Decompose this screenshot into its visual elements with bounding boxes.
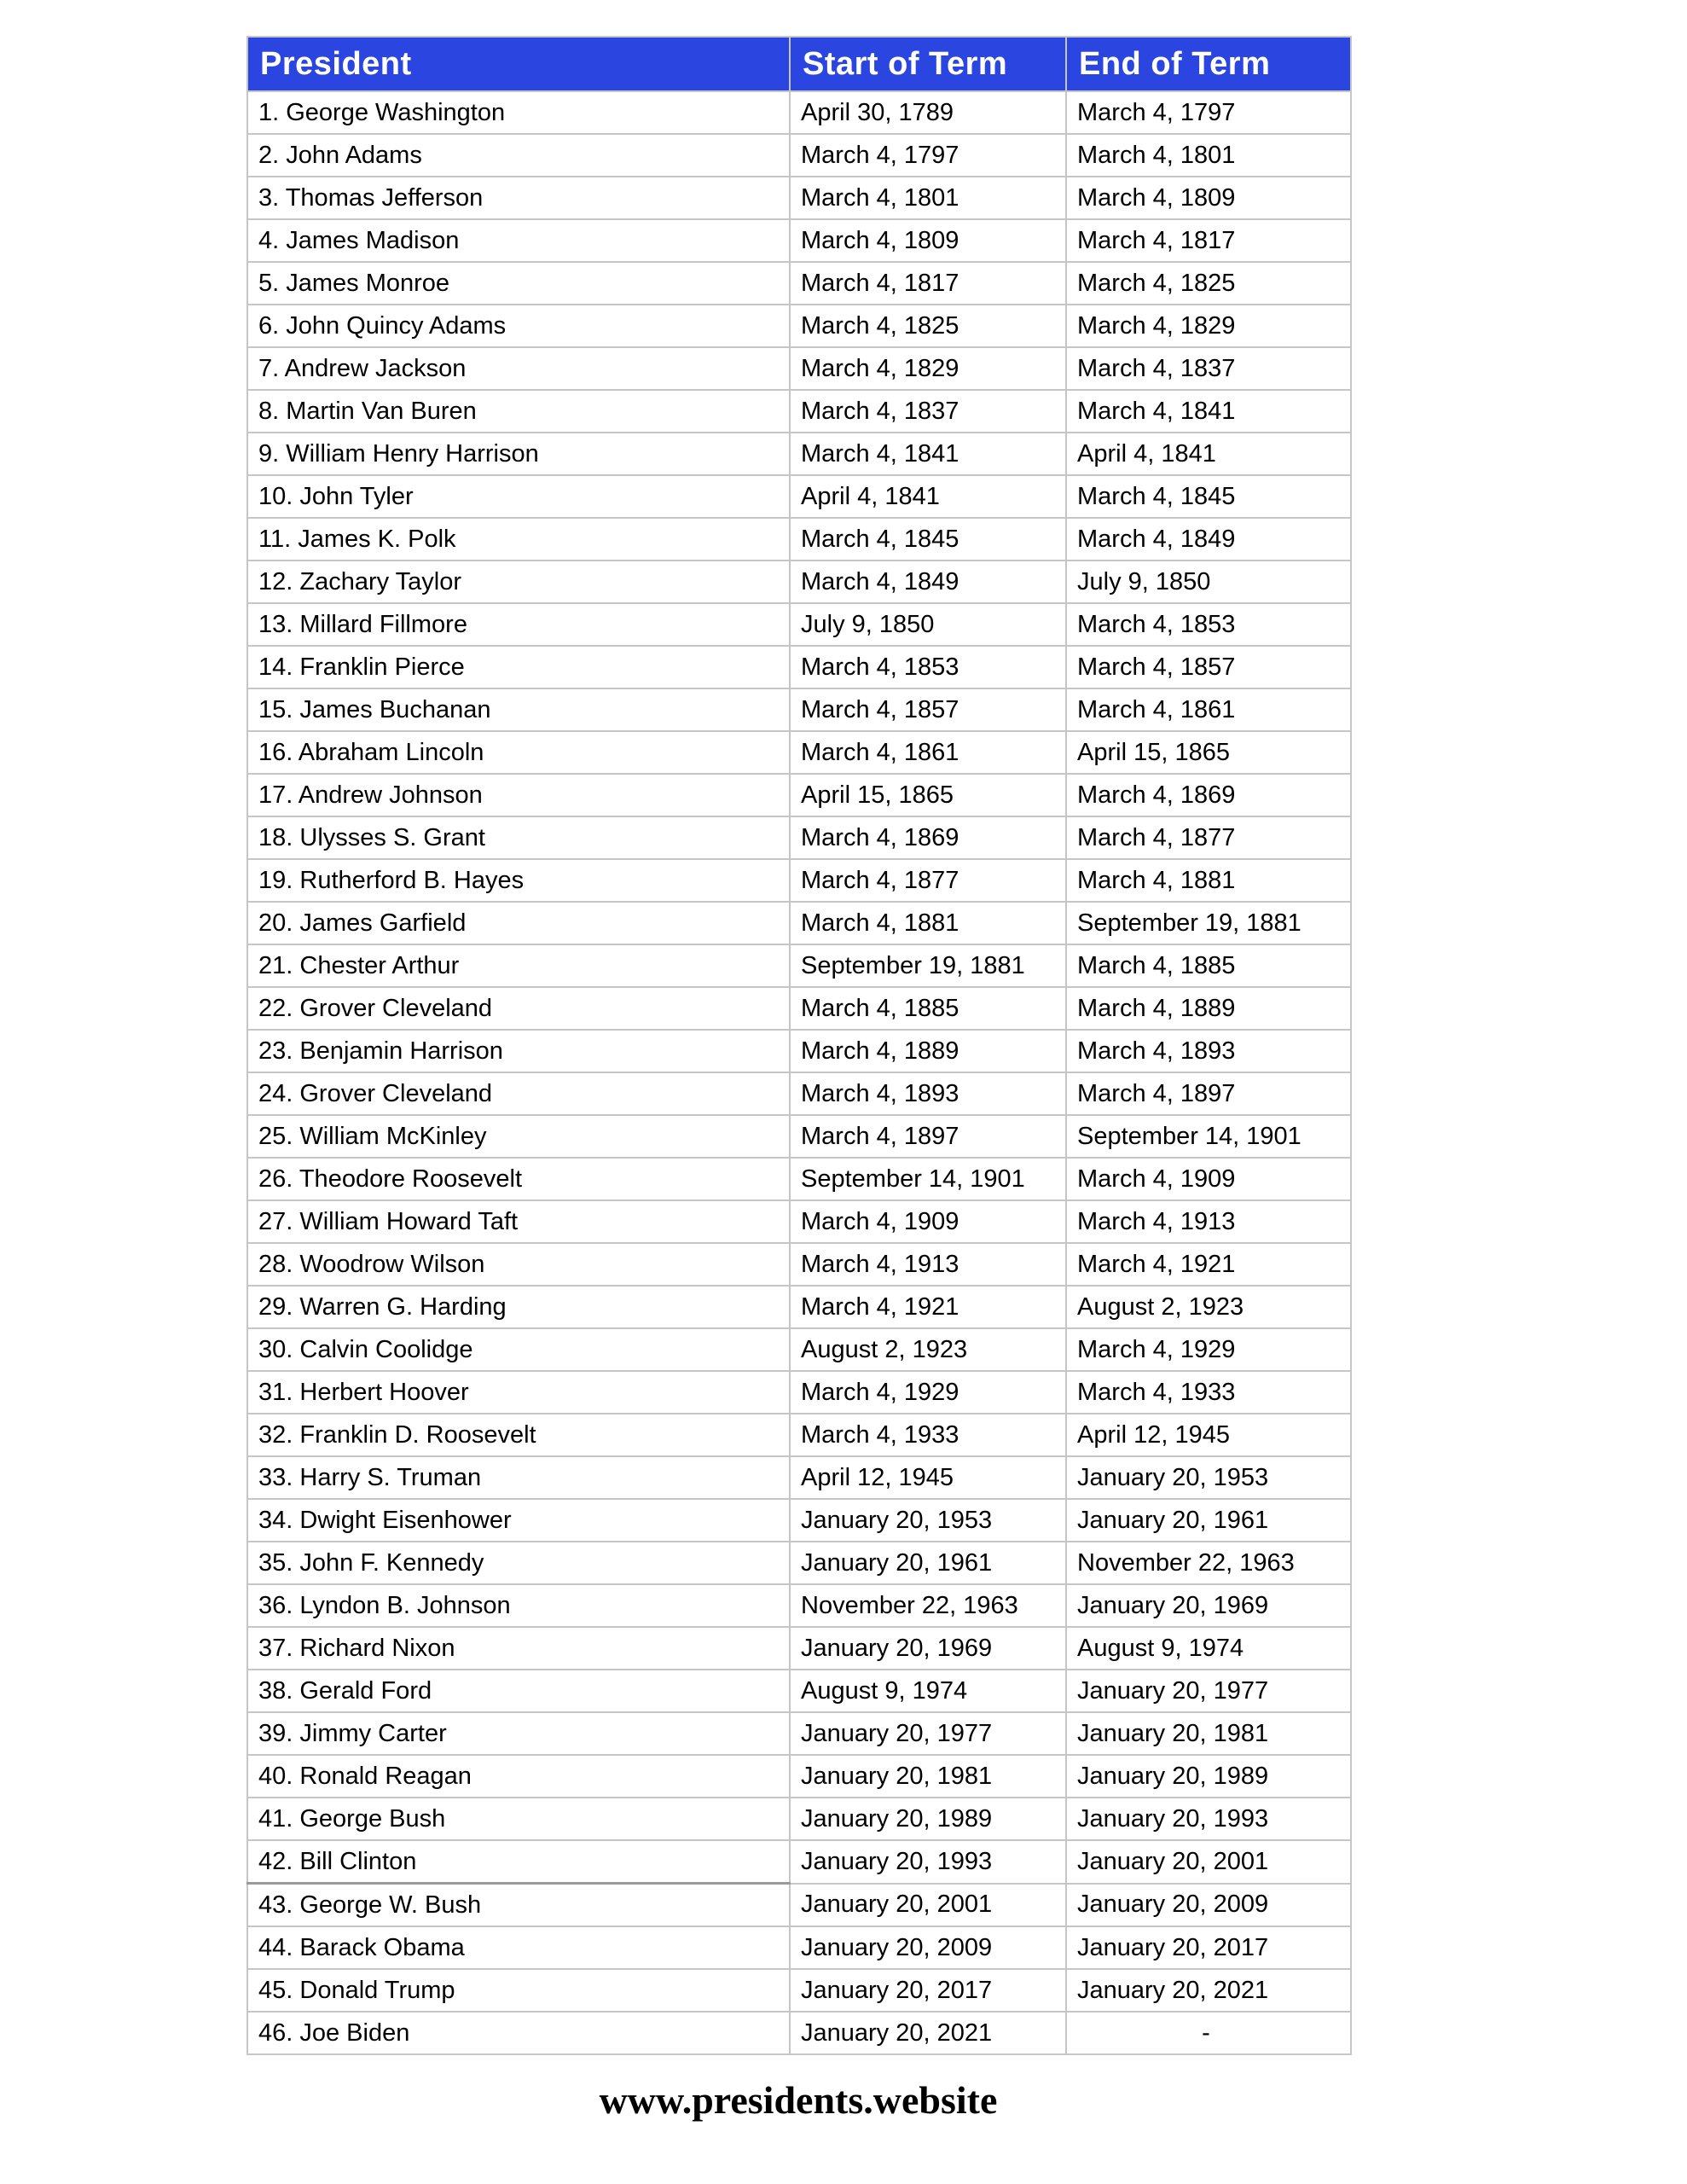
president-cell: 19. Rutherford B. Hayes [247, 859, 790, 902]
table-row [247, 1243, 1351, 1286]
end-of-term-cell: March 4, 1869 [1066, 774, 1351, 816]
column-header-end-of-term: End of Term [1066, 37, 1351, 91]
end-of-term-cell: - [1066, 2012, 1351, 2054]
start-of-term-cell: March 4, 1933 [790, 1414, 1066, 1456]
table-row [247, 1115, 1351, 1158]
table-row [247, 1926, 1351, 1969]
table-row [247, 774, 1351, 816]
start-of-term-cell: March 4, 1809 [790, 219, 1066, 262]
president-cell: 27. William Howard Taft [247, 1200, 790, 1243]
start-of-term-cell: April 15, 1865 [790, 774, 1066, 816]
table-row [247, 1286, 1351, 1328]
table-row [247, 347, 1351, 390]
president-cell: 31. Herbert Hoover [247, 1371, 790, 1414]
start-of-term-cell: March 4, 1849 [790, 561, 1066, 603]
start-of-term-cell: March 4, 1877 [790, 859, 1066, 902]
start-of-term-cell: September 19, 1881 [790, 944, 1066, 987]
table-row [247, 1969, 1351, 2012]
president-cell: 13. Millard Fillmore [247, 603, 790, 646]
president-cell: 11. James K. Polk [247, 518, 790, 561]
table-row [247, 561, 1351, 603]
start-of-term-cell: March 4, 1845 [790, 518, 1066, 561]
table-row [247, 1584, 1351, 1627]
president-cell: 39. Jimmy Carter [247, 1712, 790, 1755]
end-of-term-cell: March 4, 1825 [1066, 262, 1351, 305]
start-of-term-cell: March 4, 1929 [790, 1371, 1066, 1414]
end-of-term-cell: March 4, 1837 [1066, 347, 1351, 390]
table-row [247, 1414, 1351, 1456]
start-of-term-cell: March 4, 1801 [790, 177, 1066, 219]
presidents-table [246, 36, 1352, 2055]
end-of-term-cell: April 15, 1865 [1066, 731, 1351, 774]
end-of-term-cell: January 20, 1989 [1066, 1755, 1351, 1798]
end-of-term-cell: March 4, 1893 [1066, 1030, 1351, 1072]
end-of-term-cell: March 4, 1801 [1066, 134, 1351, 177]
start-of-term-cell: March 4, 1853 [790, 646, 1066, 688]
table-row [247, 859, 1351, 902]
start-of-term-cell: March 4, 1897 [790, 1115, 1066, 1158]
table-row [247, 475, 1351, 518]
president-cell: 36. Lyndon B. Johnson [247, 1584, 790, 1627]
presidents-table-container [246, 36, 1350, 2123]
president-cell: 37. Richard Nixon [247, 1627, 790, 1670]
start-of-term-cell: January 20, 2021 [790, 2012, 1066, 2054]
president-cell: 24. Grover Cleveland [247, 1072, 790, 1115]
president-cell: 33. Harry S. Truman [247, 1456, 790, 1499]
start-of-term-cell: January 20, 2017 [790, 1969, 1066, 2012]
president-cell: 35. John F. Kennedy [247, 1542, 790, 1584]
start-of-term-cell: March 4, 1841 [790, 433, 1066, 475]
start-of-term-cell: March 4, 1797 [790, 134, 1066, 177]
president-cell: 32. Franklin D. Roosevelt [247, 1414, 790, 1456]
table-row [247, 1200, 1351, 1243]
table-row [247, 1798, 1351, 1840]
start-of-term-cell: August 2, 1923 [790, 1328, 1066, 1371]
end-of-term-cell: November 22, 1963 [1066, 1542, 1351, 1584]
end-of-term-cell: March 4, 1897 [1066, 1072, 1351, 1115]
table-row [247, 390, 1351, 433]
start-of-term-cell: March 4, 1869 [790, 816, 1066, 859]
president-cell: 34. Dwight Eisenhower [247, 1499, 790, 1542]
table-row [247, 603, 1351, 646]
start-of-term-cell: March 4, 1861 [790, 731, 1066, 774]
end-of-term-cell: January 20, 2017 [1066, 1926, 1351, 1969]
start-of-term-cell: March 4, 1885 [790, 987, 1066, 1030]
end-of-term-cell: April 12, 1945 [1066, 1414, 1351, 1456]
end-of-term-cell: March 4, 1841 [1066, 390, 1351, 433]
table-row [247, 1499, 1351, 1542]
president-cell: 16. Abraham Lincoln [247, 731, 790, 774]
president-cell: 42. Bill Clinton [247, 1840, 790, 1884]
end-of-term-cell: January 20, 2001 [1066, 1840, 1351, 1884]
president-cell: 18. Ulysses S. Grant [247, 816, 790, 859]
end-of-term-cell: March 4, 1889 [1066, 987, 1351, 1030]
start-of-term-cell: November 22, 1963 [790, 1584, 1066, 1627]
end-of-term-cell: July 9, 1850 [1066, 561, 1351, 603]
end-of-term-cell: January 20, 1953 [1066, 1456, 1351, 1499]
end-of-term-cell: March 4, 1885 [1066, 944, 1351, 987]
table-body [247, 91, 1351, 2054]
table-row [247, 1030, 1351, 1072]
end-of-term-cell: March 4, 1921 [1066, 1243, 1351, 1286]
table-row [247, 262, 1351, 305]
president-cell: 23. Benjamin Harrison [247, 1030, 790, 1072]
start-of-term-cell: August 9, 1974 [790, 1670, 1066, 1712]
table-row [247, 2012, 1351, 2054]
end-of-term-cell: January 20, 1977 [1066, 1670, 1351, 1712]
table-row [247, 91, 1351, 134]
header-row [247, 37, 1351, 91]
end-of-term-cell: March 4, 1817 [1066, 219, 1351, 262]
president-cell: 4. James Madison [247, 219, 790, 262]
start-of-term-cell: April 4, 1841 [790, 475, 1066, 518]
president-cell: 5. James Monroe [247, 262, 790, 305]
president-cell: 45. Donald Trump [247, 1969, 790, 2012]
president-cell: 15. James Buchanan [247, 688, 790, 731]
president-cell: 17. Andrew Johnson [247, 774, 790, 816]
start-of-term-cell: January 20, 1981 [790, 1755, 1066, 1798]
president-cell: 29. Warren G. Harding [247, 1286, 790, 1328]
president-cell: 1. George Washington [247, 91, 790, 134]
end-of-term-cell: September 19, 1881 [1066, 902, 1351, 944]
end-of-term-cell: January 20, 1969 [1066, 1584, 1351, 1627]
table-row [247, 1840, 1351, 1884]
president-cell: 43. George W. Bush [247, 1884, 790, 1927]
president-cell: 30. Calvin Coolidge [247, 1328, 790, 1371]
table-row [247, 1542, 1351, 1584]
start-of-term-cell: January 20, 1961 [790, 1542, 1066, 1584]
end-of-term-cell: March 4, 1857 [1066, 646, 1351, 688]
start-of-term-cell: March 4, 1825 [790, 305, 1066, 347]
president-cell: 20. James Garfield [247, 902, 790, 944]
table-row [247, 1884, 1351, 1927]
end-of-term-cell: March 4, 1853 [1066, 603, 1351, 646]
president-cell: 28. Woodrow Wilson [247, 1243, 790, 1286]
table-row [247, 902, 1351, 944]
president-cell: 40. Ronald Reagan [247, 1755, 790, 1798]
column-header-start-of-term: Start of Term [790, 37, 1066, 91]
column-header-president: President [247, 37, 790, 91]
president-cell: 12. Zachary Taylor [247, 561, 790, 603]
table-row [247, 518, 1351, 561]
end-of-term-cell: March 4, 1913 [1066, 1200, 1351, 1243]
table-row [247, 944, 1351, 987]
president-cell: 6. John Quincy Adams [247, 305, 790, 347]
start-of-term-cell: January 20, 2001 [790, 1884, 1066, 1927]
start-of-term-cell: July 9, 1850 [790, 603, 1066, 646]
table-row [247, 1158, 1351, 1200]
end-of-term-cell: January 20, 1981 [1066, 1712, 1351, 1755]
start-of-term-cell: March 4, 1829 [790, 347, 1066, 390]
table-row [247, 1670, 1351, 1712]
president-cell: 21. Chester Arthur [247, 944, 790, 987]
table-row [247, 816, 1351, 859]
table-row [247, 1712, 1351, 1755]
start-of-term-cell: March 4, 1837 [790, 390, 1066, 433]
table-row [247, 433, 1351, 475]
president-cell: 8. Martin Van Buren [247, 390, 790, 433]
president-cell: 2. John Adams [247, 134, 790, 177]
end-of-term-cell: August 2, 1923 [1066, 1286, 1351, 1328]
table-row [247, 134, 1351, 177]
table-row [247, 987, 1351, 1030]
end-of-term-cell: January 20, 1961 [1066, 1499, 1351, 1542]
table-row [247, 1456, 1351, 1499]
start-of-term-cell: January 20, 1993 [790, 1840, 1066, 1884]
president-cell: 10. John Tyler [247, 475, 790, 518]
end-of-term-cell: March 4, 1929 [1066, 1328, 1351, 1371]
table-row [247, 1072, 1351, 1115]
start-of-term-cell: January 20, 1953 [790, 1499, 1066, 1542]
table-row [247, 177, 1351, 219]
table-row [247, 1328, 1351, 1371]
table-row [247, 1755, 1351, 1798]
president-cell: 41. George Bush [247, 1798, 790, 1840]
president-cell: 9. William Henry Harrison [247, 433, 790, 475]
president-cell: 46. Joe Biden [247, 2012, 790, 2054]
end-of-term-cell: March 4, 1797 [1066, 91, 1351, 134]
president-cell: 25. William McKinley [247, 1115, 790, 1158]
table-row [247, 1371, 1351, 1414]
start-of-term-cell: January 20, 1989 [790, 1798, 1066, 1840]
table-row [247, 1627, 1351, 1670]
table-row [247, 731, 1351, 774]
start-of-term-cell: March 4, 1909 [790, 1200, 1066, 1243]
president-cell: 44. Barack Obama [247, 1926, 790, 1969]
end-of-term-cell: March 4, 1877 [1066, 816, 1351, 859]
site-url: www.presidents.website [599, 2078, 998, 2122]
end-of-term-cell: September 14, 1901 [1066, 1115, 1351, 1158]
start-of-term-cell: January 20, 2009 [790, 1926, 1066, 1969]
president-cell: 3. Thomas Jefferson [247, 177, 790, 219]
table-row [247, 646, 1351, 688]
president-cell: 14. Franklin Pierce [247, 646, 790, 688]
start-of-term-cell: January 20, 1977 [790, 1712, 1066, 1755]
end-of-term-cell: March 4, 1845 [1066, 475, 1351, 518]
end-of-term-cell: March 4, 1909 [1066, 1158, 1351, 1200]
end-of-term-cell: January 20, 2009 [1066, 1884, 1351, 1927]
end-of-term-cell: January 20, 2021 [1066, 1969, 1351, 2012]
start-of-term-cell: March 4, 1921 [790, 1286, 1066, 1328]
start-of-term-cell: April 12, 1945 [790, 1456, 1066, 1499]
start-of-term-cell: September 14, 1901 [790, 1158, 1066, 1200]
end-of-term-cell: August 9, 1974 [1066, 1627, 1351, 1670]
start-of-term-cell: March 4, 1857 [790, 688, 1066, 731]
table-row [247, 688, 1351, 731]
end-of-term-cell: March 4, 1849 [1066, 518, 1351, 561]
start-of-term-cell: March 4, 1893 [790, 1072, 1066, 1115]
end-of-term-cell: March 4, 1829 [1066, 305, 1351, 347]
start-of-term-cell: January 20, 1969 [790, 1627, 1066, 1670]
president-cell: 7. Andrew Jackson [247, 347, 790, 390]
president-cell: 38. Gerald Ford [247, 1670, 790, 1712]
start-of-term-cell: March 4, 1881 [790, 902, 1066, 944]
end-of-term-cell: April 4, 1841 [1066, 433, 1351, 475]
end-of-term-cell: January 20, 1993 [1066, 1798, 1351, 1840]
end-of-term-cell: March 4, 1933 [1066, 1371, 1351, 1414]
start-of-term-cell: March 4, 1889 [790, 1030, 1066, 1072]
table-row [247, 219, 1351, 262]
end-of-term-cell: March 4, 1861 [1066, 688, 1351, 731]
start-of-term-cell: March 4, 1913 [790, 1243, 1066, 1286]
start-of-term-cell: April 30, 1789 [790, 91, 1066, 134]
end-of-term-cell: March 4, 1809 [1066, 177, 1351, 219]
table-row [247, 305, 1351, 347]
president-cell: 22. Grover Cleveland [247, 987, 790, 1030]
president-cell: 26. Theodore Roosevelt [247, 1158, 790, 1200]
end-of-term-cell: March 4, 1881 [1066, 859, 1351, 902]
start-of-term-cell: March 4, 1817 [790, 262, 1066, 305]
